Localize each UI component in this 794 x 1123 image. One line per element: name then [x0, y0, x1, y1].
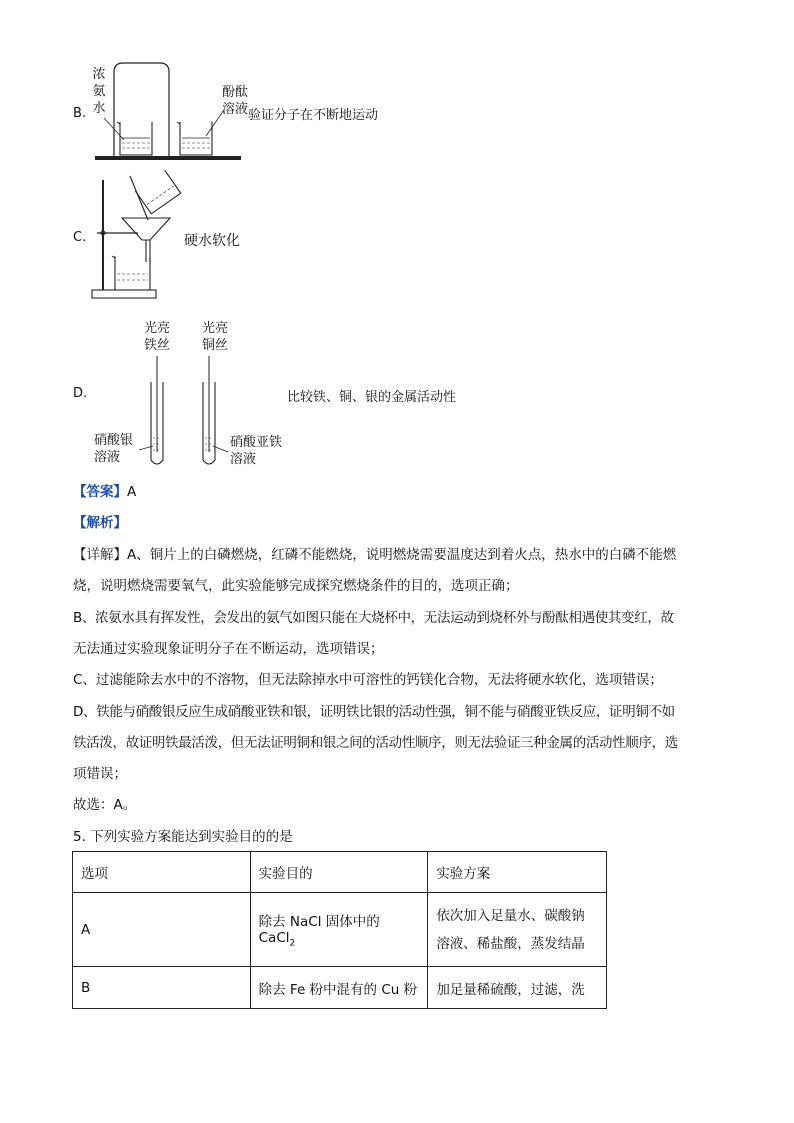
tube1-top-label: 光亮 铁丝	[144, 321, 171, 353]
header-plan: 实验方案	[428, 852, 607, 893]
analysis-tag: 【解析】	[73, 515, 127, 531]
tube1-solution-label: 硝酸银 溶液	[94, 433, 134, 465]
option-c-description: 硬水软化	[184, 233, 240, 249]
answer-line	[73, 477, 723, 508]
phenolphthalein-label: 酚酞 溶液	[222, 85, 249, 117]
option-b-letter: B.	[73, 106, 87, 121]
answer-tag: 【答案】	[73, 484, 127, 500]
question-5-table	[72, 851, 607, 1009]
tube2-top-label: 光亮 铜丝	[202, 321, 229, 353]
detail-line-9: 故选：A。	[73, 797, 137, 813]
row-b-plan: 加足量稀硫酸，过滤，洗	[428, 967, 607, 1009]
header-option: 选项	[73, 852, 251, 893]
option-d-description: 比较铁、铜、银的金属活动性	[287, 390, 457, 405]
detail-line-3: B、浓氨水具有挥发性，会发出的氨气如图只能在大烧杯中，无法运动到烧杯外与酚酞相遇使其变红，故	[73, 610, 674, 626]
detail-line-4: 无法通过实验现象证明分子在不断运动，选项错误；	[73, 641, 384, 657]
table-header-row	[73, 852, 607, 893]
question-5-stem: 5. 下列实验方案能达到实验目的的是	[73, 829, 293, 845]
table-row	[73, 893, 607, 967]
row-b-option: B	[73, 967, 251, 1009]
row-a-option: A	[73, 893, 251, 967]
detail-line-5: C、过滤能除去水中的不溶物，但无法除掉水中可溶性的钙镁化合物，无法将硬水软化，选项错误；	[73, 672, 663, 688]
tube2-solution-label: 硝酸亚铁 溶液	[230, 435, 283, 467]
detail-line-2: 烧，说明燃烧需要氧气，此实验能够完成探究燃烧条件的目的，选项正确；	[73, 578, 519, 594]
analysis-line	[73, 508, 723, 539]
detail-line-7: 铁活泼，故证明铁最活泼，但无法证明铜和银之间的活动性顺序，则无法验证三种金属的活动性顺序，选	[73, 735, 678, 751]
row-b-goal: 除去 Fe 粉中混有的 Cu 粉	[250, 967, 428, 1009]
option-d-letter: D.	[73, 386, 88, 401]
table-row	[73, 967, 607, 1009]
row-a-goal: 除去 NaCl 固体中的 CaCl$_2$	[250, 893, 428, 967]
option-c-letter: C.	[73, 230, 87, 245]
row-a-plan: 依次加入足量水、碳酸钠 溶液、稀盐酸，蒸发结晶	[428, 893, 607, 967]
answer-value: A	[127, 484, 137, 500]
detail-line-6: D、铁能与硝酸银反应生成硝酸亚铁和银，证明铁比银的活动性强，铜不能与硝酸亚铁反应，证明铜不如	[73, 704, 675, 720]
header-goal: 实验目的	[250, 852, 428, 893]
ammonia-label: 浓 氨 水	[92, 67, 106, 116]
detail-tag: 【详解】	[73, 547, 127, 563]
option-b-description: 验证分子在不断地运动	[248, 108, 379, 123]
detail-line-1: 【详解】A、铜片上的白磷燃烧，红磷不能燃烧，说明燃烧需要温度达到着火点，热水中的白磷不能燃	[73, 547, 677, 563]
detail-line-8: 项错误；	[73, 766, 127, 782]
